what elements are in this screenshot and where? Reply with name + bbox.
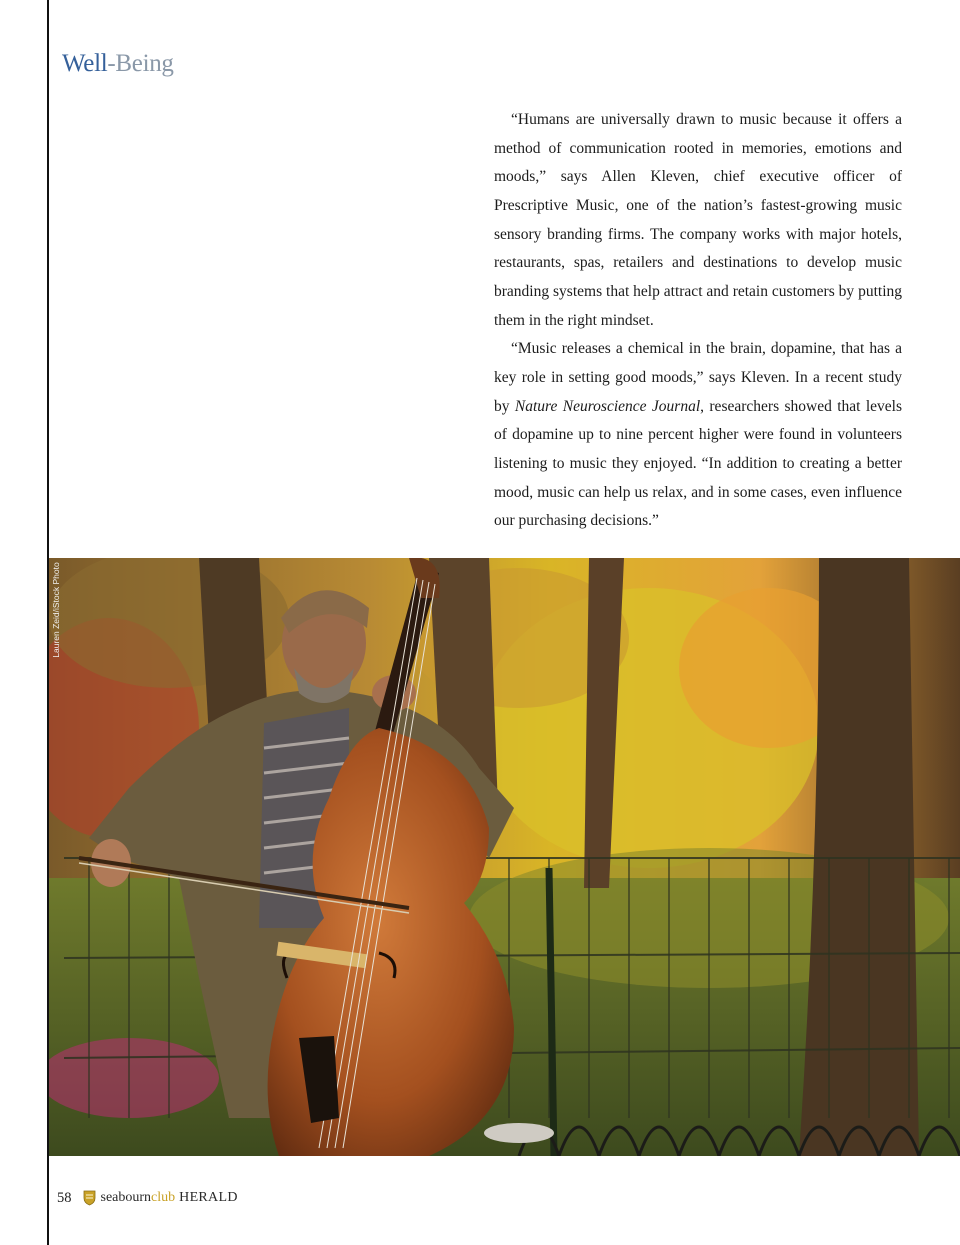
- musician-photo: [49, 558, 960, 1156]
- page-number: 58: [57, 1189, 72, 1206]
- section-header-word-2: -Being: [107, 50, 174, 77]
- article-paragraph-2-text-a: “Music releases a chemical in the brain, dopamine, that has a key role in setting good moods,” says Kleven. In a recent study by: [494, 340, 902, 415]
- article-paragraph-2-text-b: , researchers showed that levels of dopamine up to nine percent higher were found in volunteers listening to music they enjoyed. “In addition to creating a better mood, music can help us relax, and in some cases, even influence our purchasing decisions.”: [494, 397, 903, 530]
- brand-name-seabourn: seabourn: [100, 1190, 152, 1205]
- section-header: [62, 50, 174, 78]
- article-body: [494, 106, 902, 536]
- brand-name-club: club: [151, 1190, 176, 1205]
- shield-icon: [83, 1190, 96, 1206]
- musician-photo-illustration: [49, 558, 960, 1156]
- journal-title: Nature Neuroscience Journal: [514, 397, 701, 415]
- section-header-word-1: Well: [62, 50, 108, 77]
- article-paragraph-1: “Humans are universally drawn to music because it offers a method of communication rooted in memories, emotions and moods,” says Allen Kleven, chief executive officer of Prescriptive Music, one of the nation’s fastest-growing music sensory branding firms. The company works with major hotels, restaurants, spas, retailers and destinations to develop music branding systems that help attract and retain customers by putting them in the right mindset.: [494, 111, 902, 329]
- brand-name-herald: HERALD: [179, 1190, 238, 1205]
- photo-credit: [49, 560, 63, 660]
- page-footer: [57, 1187, 238, 1209]
- article-paragraph-2: [494, 335, 902, 536]
- photo-credit-text: Lauren Zeid/iStock Photo: [51, 562, 61, 658]
